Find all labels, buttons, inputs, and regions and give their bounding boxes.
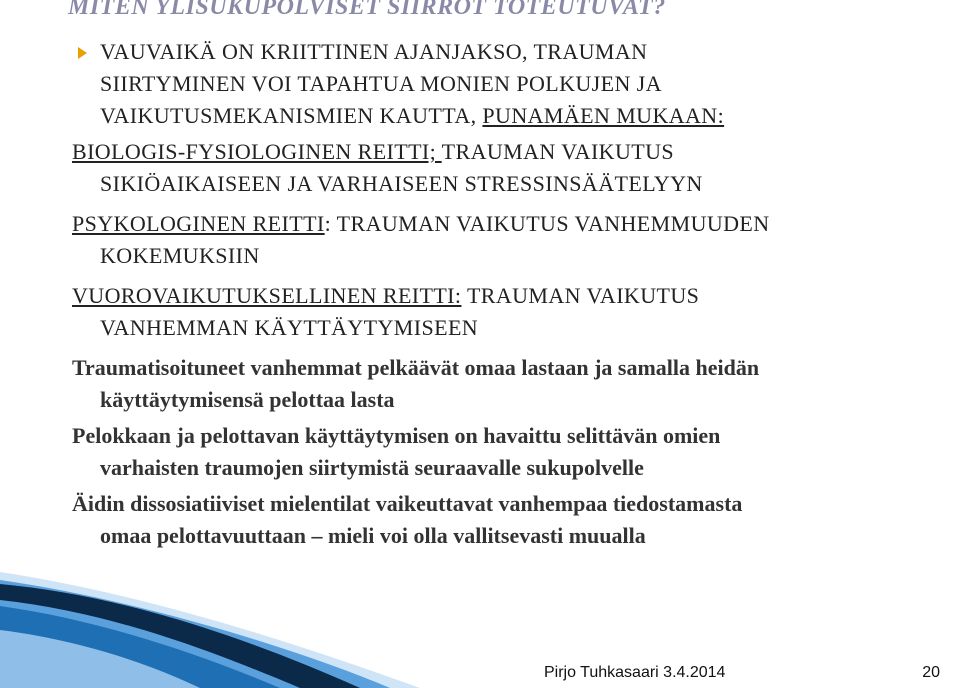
interaction-route bbox=[0, 280, 960, 344]
page-number: 20 bbox=[922, 664, 940, 681]
bullet-paragraph bbox=[0, 36, 960, 132]
bio-route-text-1: TRAUMAN VAIKUTUS bbox=[441, 139, 675, 164]
bullet-line-2: SIIRTYMINEN VOI TAPAHTUA MONIEN POLKUJEN JA bbox=[100, 71, 662, 96]
p3-line-1: Äidin dissosiatiiviset mielentilat vaikeuttavat vanhempaa tiedostamasta bbox=[72, 491, 743, 516]
psychological-route bbox=[0, 208, 960, 272]
paragraph-frightened-behaviour bbox=[0, 420, 960, 484]
bullet-line-3b: PUNAMÄEN MUKAAN: bbox=[482, 103, 725, 128]
vuo-route-title: VUOROVAIKUTUKSELLINEN REITTI: bbox=[72, 283, 462, 308]
p3-line-2: omaa pelottavuuttaan – mieli voi olla vallitsevasti muualla bbox=[100, 523, 646, 548]
bullet-line-1: VAUVAIKÄ ON KRIITTINEN AJANJAKSO, TRAUMAN bbox=[100, 39, 648, 64]
paragraph-dissociative-states bbox=[0, 488, 960, 552]
psy-route-title: PSYKOLOGINEN REITTI bbox=[72, 211, 325, 236]
triangle-right-bullet-icon bbox=[78, 47, 87, 59]
paragraph-traumatized-parents bbox=[0, 352, 960, 416]
psy-route-text-1: : TRAUMAN VAIKUTUS VANHEMMUUDEN bbox=[324, 211, 770, 236]
psy-route-text-2: KOKEMUKSIIN bbox=[100, 243, 260, 268]
p2-line-2: varhaisten traumojen siirtymistä seuraavalle sukupolvelle bbox=[100, 455, 644, 480]
bio-route-title: BIOLOGIS-FYSIOLOGINEN REITTI; bbox=[72, 139, 442, 164]
vuo-route-text-1: TRAUMAN VAIKUTUS bbox=[461, 283, 700, 308]
biological-route bbox=[0, 136, 960, 200]
p1-line-2: käyttäytymisensä pelottaa lasta bbox=[100, 387, 395, 412]
bio-route-text-2: SIKIÖAIKAISEEN JA VARHAISEEN STRESSINSÄÄTELYYN bbox=[100, 171, 703, 196]
slide-title: MITEN YLISUKUPOLVISET SIIRROT TOTEUTUVAT? bbox=[68, 0, 666, 20]
slide-content bbox=[0, 36, 960, 552]
footer-author-date: Pirjo Tuhkasaari 3.4.2014 bbox=[544, 664, 726, 681]
p1-line-1: Traumatisoituneet vanhemmat pelkäävät omaa lastaan ja samalla heidän bbox=[72, 355, 760, 380]
bullet-line-3a: VAIKUTUSMEKANISMIEN KAUTTA, bbox=[100, 103, 483, 128]
p2-line-1: Pelokkaan ja pelottavan käyttäytymisen on havaittu selittävän omien bbox=[72, 423, 721, 448]
vuo-route-text-2: VANHEMMAN KÄYTTÄYTYMISEEN bbox=[100, 315, 479, 340]
